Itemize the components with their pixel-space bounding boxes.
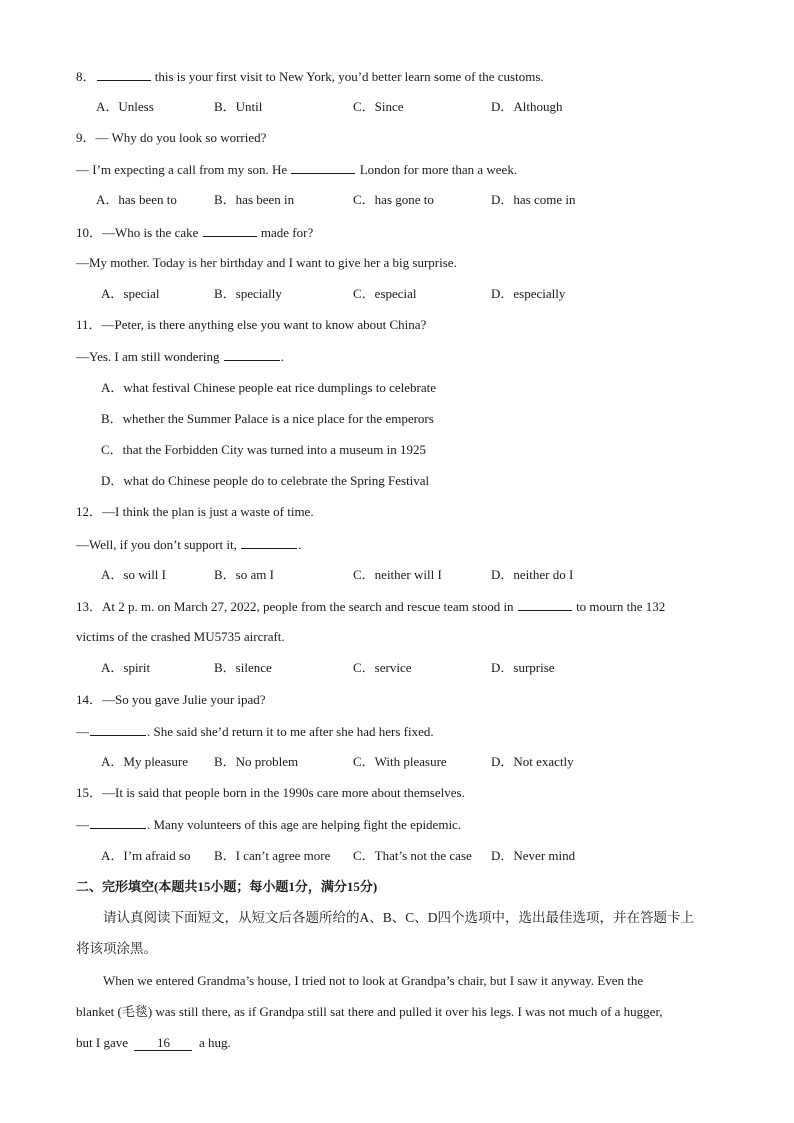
answer-blank: [90, 816, 146, 829]
numbered-blank: 16: [134, 1036, 192, 1051]
question-8: [76, 68, 544, 85]
option-a: A．spirit: [101, 660, 151, 675]
passage-text: a hug.: [198, 1035, 231, 1050]
response-text: .: [298, 537, 302, 552]
option-b: B．whether the Summer Palace is a nice place for the emperors: [101, 411, 434, 426]
question-12: 12．—I think the plan is just a waste of time.: [76, 504, 314, 519]
option-a: A．so will I: [101, 567, 167, 582]
response-text: — I’m expecting a call from my son. He: [76, 162, 288, 177]
question-15: 15．—It is said that people born in the 1990s care more about themselves.: [76, 785, 465, 800]
option-c: C．that the Forbidden City was turned into a museum in 1925: [101, 442, 426, 457]
option-c: C．Since: [353, 99, 404, 114]
answer-blank: [518, 598, 572, 611]
option-d: D．Although: [491, 99, 563, 114]
option-c: C．service: [353, 660, 412, 675]
option-c: C．especial: [353, 286, 417, 301]
passage-text: but I gave: [76, 1035, 128, 1050]
question-14: 14．—So you gave Julie your ipad?: [76, 692, 266, 707]
option-d: D．Never mind: [491, 848, 576, 863]
option-c: C．has gone to: [353, 192, 434, 207]
question-stem: 10．—Who is the cake: [76, 225, 199, 240]
answer-blank: [224, 348, 280, 361]
question-number: 8．: [76, 69, 96, 84]
answer-blank: [97, 68, 151, 81]
option-d: D．has come in: [491, 192, 576, 207]
option-b: B．so am I: [214, 567, 274, 582]
question-stem: to mourn the 132: [576, 599, 666, 614]
response-text: . Many volunteers of this age are helping fight the epidemic.: [147, 817, 462, 832]
passage-line: [76, 1035, 231, 1051]
option-d: D．neither do I: [491, 567, 574, 582]
option-a: A．has been to: [96, 192, 177, 207]
passage-line: When we entered Grandma’s house, I tried not to look at Grandpa’s chair, but I saw it anyway. Even the: [103, 973, 644, 988]
question-9-response: [76, 161, 517, 178]
question-10: [76, 224, 313, 241]
option-a: A．special: [101, 286, 160, 301]
option-c: C．That’s not the case: [353, 848, 472, 863]
answer-blank: [291, 161, 355, 174]
question-12-response: [76, 536, 301, 553]
response-text: . She said she’d return it to me after she had hers fixed.: [147, 724, 434, 739]
option-d: D．Not exactly: [491, 754, 574, 769]
option-b: B．Until: [214, 99, 263, 114]
option-d: D．what do Chinese people do to celebrate the Spring Festival: [101, 473, 430, 488]
question-10-response: —My mother. Today is her birthday and I want to give her a big surprise.: [76, 255, 457, 270]
option-b: B．No problem: [214, 754, 299, 769]
question-11-response: [76, 348, 284, 365]
question-13: [76, 598, 665, 615]
response-text: —Well, if you don’t support it,: [76, 537, 237, 552]
option-b: B．I can’t agree more: [214, 848, 331, 863]
option-d: D．surprise: [491, 660, 555, 675]
question-11: 11．—Peter, is there anything else you want to know about China?: [76, 317, 427, 332]
option-a: A．Unless: [96, 99, 154, 114]
section-instruction: 请认真阅读下面短文，从短文后各题所给的A、B、C、D四个选项中，选出最佳选项，并在答题卡上: [103, 910, 695, 925]
response-text: .: [280, 349, 284, 364]
section-instruction-continued: 将该项涂黑。: [76, 941, 157, 956]
response-text: London for more than a week.: [359, 162, 518, 177]
option-d: D．especially: [491, 286, 566, 301]
question-14-response: [76, 723, 434, 740]
option-a: A．what festival Chinese people eat rice dumplings to celebrate: [101, 380, 436, 395]
question-9: 9．— Why do you look so worried?: [76, 130, 267, 145]
question-13-continued: victims of the crashed MU5735 aircraft.: [76, 629, 285, 644]
question-stem: 13．At 2 p. m. on March 27, 2022, people from the search and rescue team stood in: [76, 599, 514, 614]
option-b: B．silence: [214, 660, 272, 675]
answer-blank: [241, 536, 297, 549]
answer-blank: [90, 723, 146, 736]
section-heading: 二、完形填空(本题共15小题；每小题1分，满分15分): [76, 879, 378, 894]
answer-blank: [203, 224, 257, 237]
response-text: —Yes. I am still wondering: [76, 349, 220, 364]
option-a: A．My pleasure: [101, 754, 189, 769]
response-text: —: [76, 724, 89, 739]
option-b: B．has been in: [214, 192, 295, 207]
option-c: C．With pleasure: [353, 754, 447, 769]
question-stem: made for?: [260, 225, 314, 240]
option-a: A．I’m afraid so: [101, 848, 191, 863]
question-15-response: [76, 816, 461, 833]
response-text: —: [76, 817, 89, 832]
option-c: C．neither will I: [353, 567, 442, 582]
question-stem: this is your first visit to New York, you’d better learn some of the customs.: [154, 69, 544, 84]
passage-line: blanket (毛毯) was still there, as if Grandpa still sat there and pulled it over his legs. I was not much of a hugger,: [76, 1004, 663, 1019]
option-b: B．specially: [214, 286, 282, 301]
